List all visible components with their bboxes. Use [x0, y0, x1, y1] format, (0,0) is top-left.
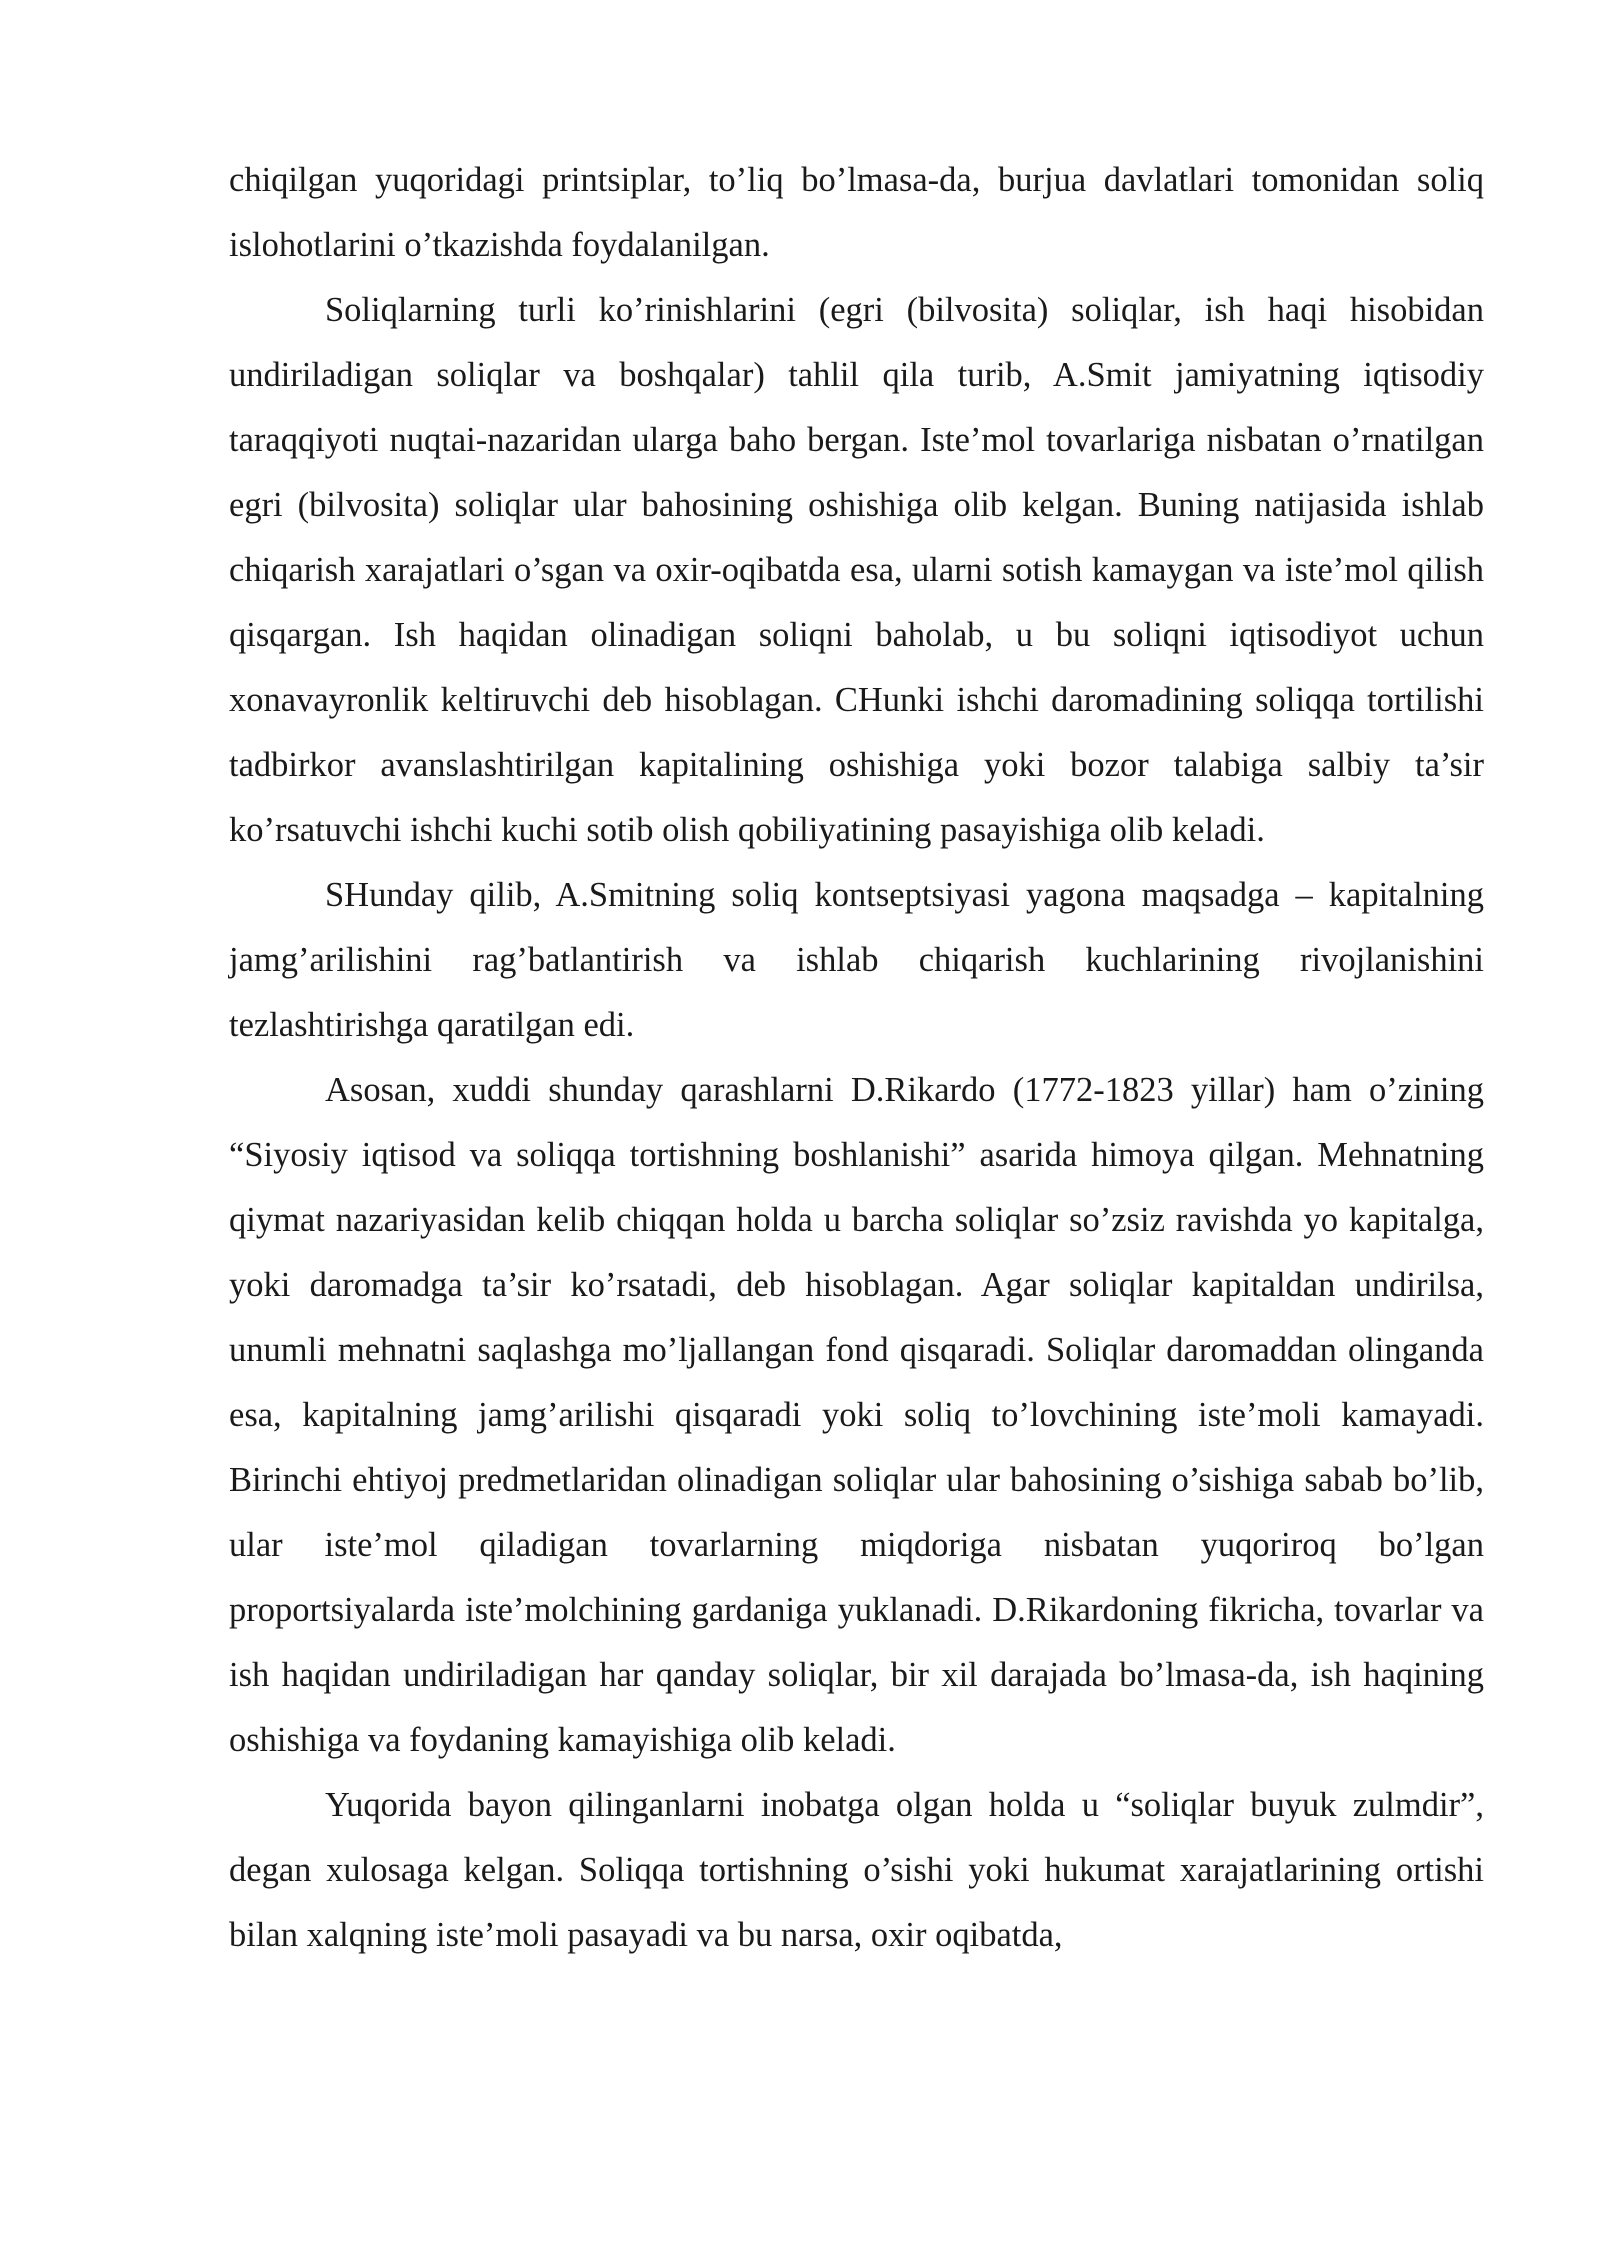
paragraph-ricardo-views: Asosan, xuddi shunday qarashlarni D.Rikardo (1772-1823 yillar) ham o’zining “Siyosiy iqtisod va soliqqa tortishning boshlanishi” asarida himoya qilgan. Mehnatning qiymat nazariyasidan kelib chiqqan holda u barcha soliqlar so’zsiz ravishda yo kapitalga, yoki daromadga ta’sir ko’rsatadi, deb hisoblagan. Agar soliqlar kapitaldan undirilsa, unumli mehnatni saqlashga mo’ljallangan fond qisqaradi. Soliqlar daromaddan olinganda esa, kapitalning jamg’arilishi qisqaradi yoki soliq to’lovchining iste’moli kamayadi. Birinchi ehtiyoj predmetlaridan olinadigan soliqlar ular bahosining o’sishiga sabab bo’lib, ular iste’mol qiladigan tovarlarning miqdoriga nisbatan yuqoriroq bo’lgan proportsiyalarda iste’molchining gardaniga yuklanadi. D.Rikardoning fikricha, tovarlar va ish haqidan undiriladigan har qanday soliqlar, bir xil darajada bo’lmasa-da, ish haqining oshishiga va foydaning kamayishiga olib keladi. — [229, 1071, 1484, 1759]
document-body — [229, 148, 1484, 1968]
paragraph-ricardo-conclusion: Yuqorida bayon qilinganlarni inobatga olgan holda u “soliqlar buyuk zulmdir”, degan xulosaga kelgan. Soliqqa tortishning o’sishi yoki hukumat xarajatlarining ortishi bilan xalqning iste’moli pasayadi va bu narsa, oxir oqibatda, — [229, 1786, 1484, 1954]
paragraph-smith-conclusion: SHunday qilib, A.Smitning soliq kontseptsiyasi yagona maqsadga – kapitalning jamg’arilishini rag’batlantirish va ishlab chiqarish kuchlarining rivojlanishini tezlashtirishga qaratilgan edi. — [229, 876, 1484, 1044]
paragraph-continuation: chiqilgan yuqoridagi printsiplar, to’liq bo’lmasa-da, burjua davlatlari tomonidan soliq islohotlarini o’tkazishda foydalanilgan. — [229, 161, 1484, 264]
paragraph-smith-taxes: Soliqlarning turli ko’rinishlarini (egri (bilvosita) soliqlar, ish haqi hisobidan undiriladigan soliqlar va boshqalar) tahlil qila turib, A.Smit jamiyatning iqtisodiy taraqqiyoti nuqtai-nazaridan ularga baho bergan. Iste’mol tovarlariga nisbatan o’rnatilgan egri (bilvosita) soliqlar ular bahosining oshishiga olib kelgan. Buning natijasida ishlab chiqarish xarajatlari o’sgan va oxir-oqibatda esa, ularni sotish kamaygan va iste’mol qilish qisqargan. Ish haqidan olinadigan soliqni baholab, u bu soliqni iqtisodiyot uchun xonavayronlik keltiruvchi deb hisoblagan. CHunki ishchi daromadining soliqqa tortilishi tadbirkor avanslashtirilgan kapitalining oshishiga yoki bozor talabiga salbiy ta’sir ko’rsatuvchi ishchi kuchi sotib olish qobiliyatining pasayishiga olib keladi. — [229, 291, 1484, 849]
